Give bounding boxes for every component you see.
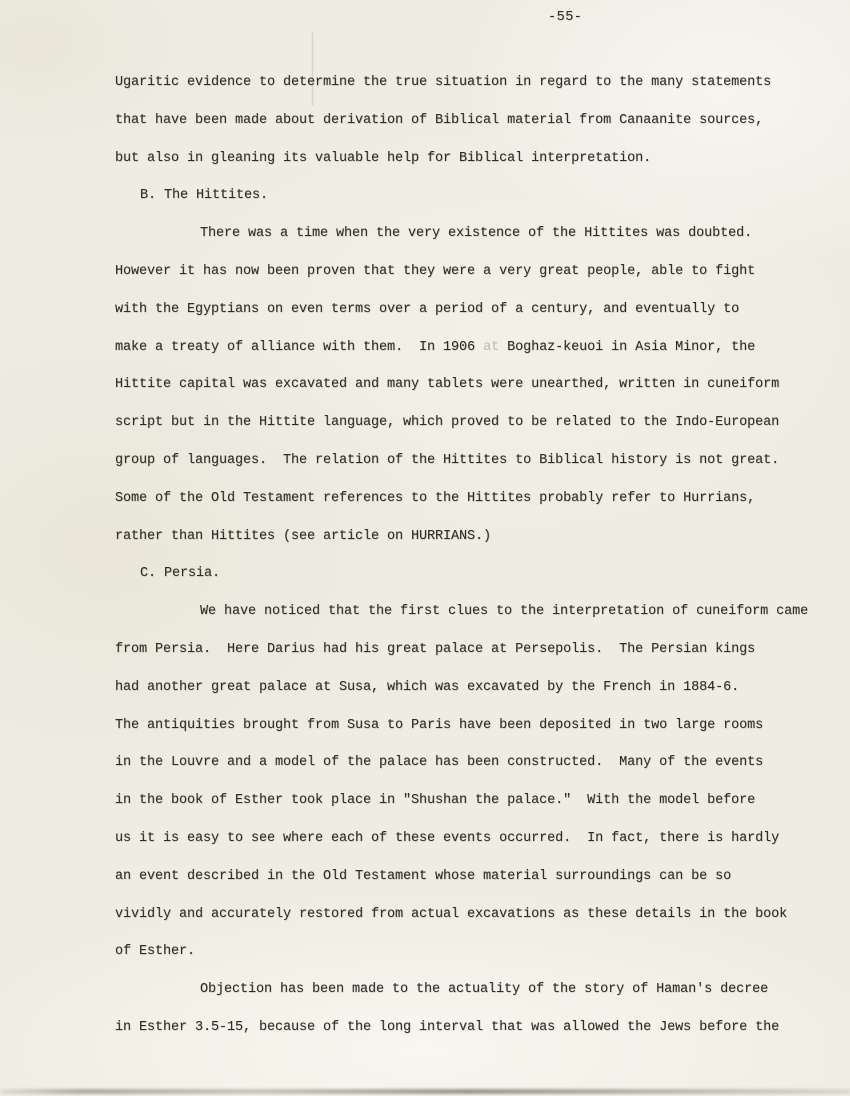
text-line: Ugaritic evidence to determine the true situation in regard to the many statements [115,75,772,90]
text-line: an event described in the Old Testament whose material surroundings can be so [115,868,732,884]
text-line: from Persia. Here Darius had his great palace at Persepolis. The Persian kings [115,641,756,657]
text-line: that have been made about derivation of Biblical material from Canaanite sources, [115,112,764,128]
page-number: -55- [548,10,583,25]
faint-typed-word: at [483,339,500,355]
text-line: However it has now been proven that they were a very great people, able to fight [115,263,756,279]
text-line: We have noticed that the first clues to the interpretation of cuneiform came [200,604,809,620]
text-line: There was a time when the very existence of the Hittites was doubted. [200,226,753,242]
section-heading-persia: C. Persia. [140,566,221,582]
text-segment: make a treaty of alliance with them. In 1906 [115,339,484,355]
text-line: of Esther. [115,944,196,960]
text-line: us it is easy to see where each of these events occurred. In fact, there is hardly [115,830,780,846]
text-line: with the Egyptians on even terms over a period of a century, and eventually to [115,301,740,317]
section-heading-hittites: B. The Hittites. [140,188,269,204]
text-line: The antiquities brought from Susa to Paris have been deposited in two large rooms [115,717,764,733]
text-line-with-faint-word [115,329,805,367]
text-line: rather than Hittites (see article on HURRIANS.) [115,528,492,544]
text-segment: Boghaz-keuoi in Asia Minor, the [499,339,756,355]
text-line: Objection has been made to the actuality of the story of Haman's decree [200,982,769,998]
text-line: Some of the Old Testament references to the Hittites probably refer to Hurrians, [115,490,756,506]
text-line: in the book of Esther took place in "Shushan the palace." With the model before [115,793,756,809]
text-line: but also in gleaning its valuable help for Biblical interpretation. [115,150,652,166]
text-line: in the Louvre and a model of the palace has been constructed. Many of the events [115,755,764,771]
text-line: Hittite capital was excavated and many tablets were unearthed, written in cuneiform [115,377,780,393]
text-line: group of languages. The relation of the Hittites to Biblical history is not great. [115,452,780,468]
paper-bottom-edge-shadow [0,1089,850,1094]
text-line: vividly and accurately restored from actual excavations as these details in the book [115,906,788,922]
text-line: script but in the Hittite language, which proved to be related to the Indo-European [115,415,780,431]
text-line: had another great palace at Susa, which was excavated by the French in 1884-6. [115,679,740,695]
text-line: in Esther 3.5-15, because of the long interval that was allowed the Jews before the [115,1019,780,1035]
typed-text-body [115,64,809,1047]
